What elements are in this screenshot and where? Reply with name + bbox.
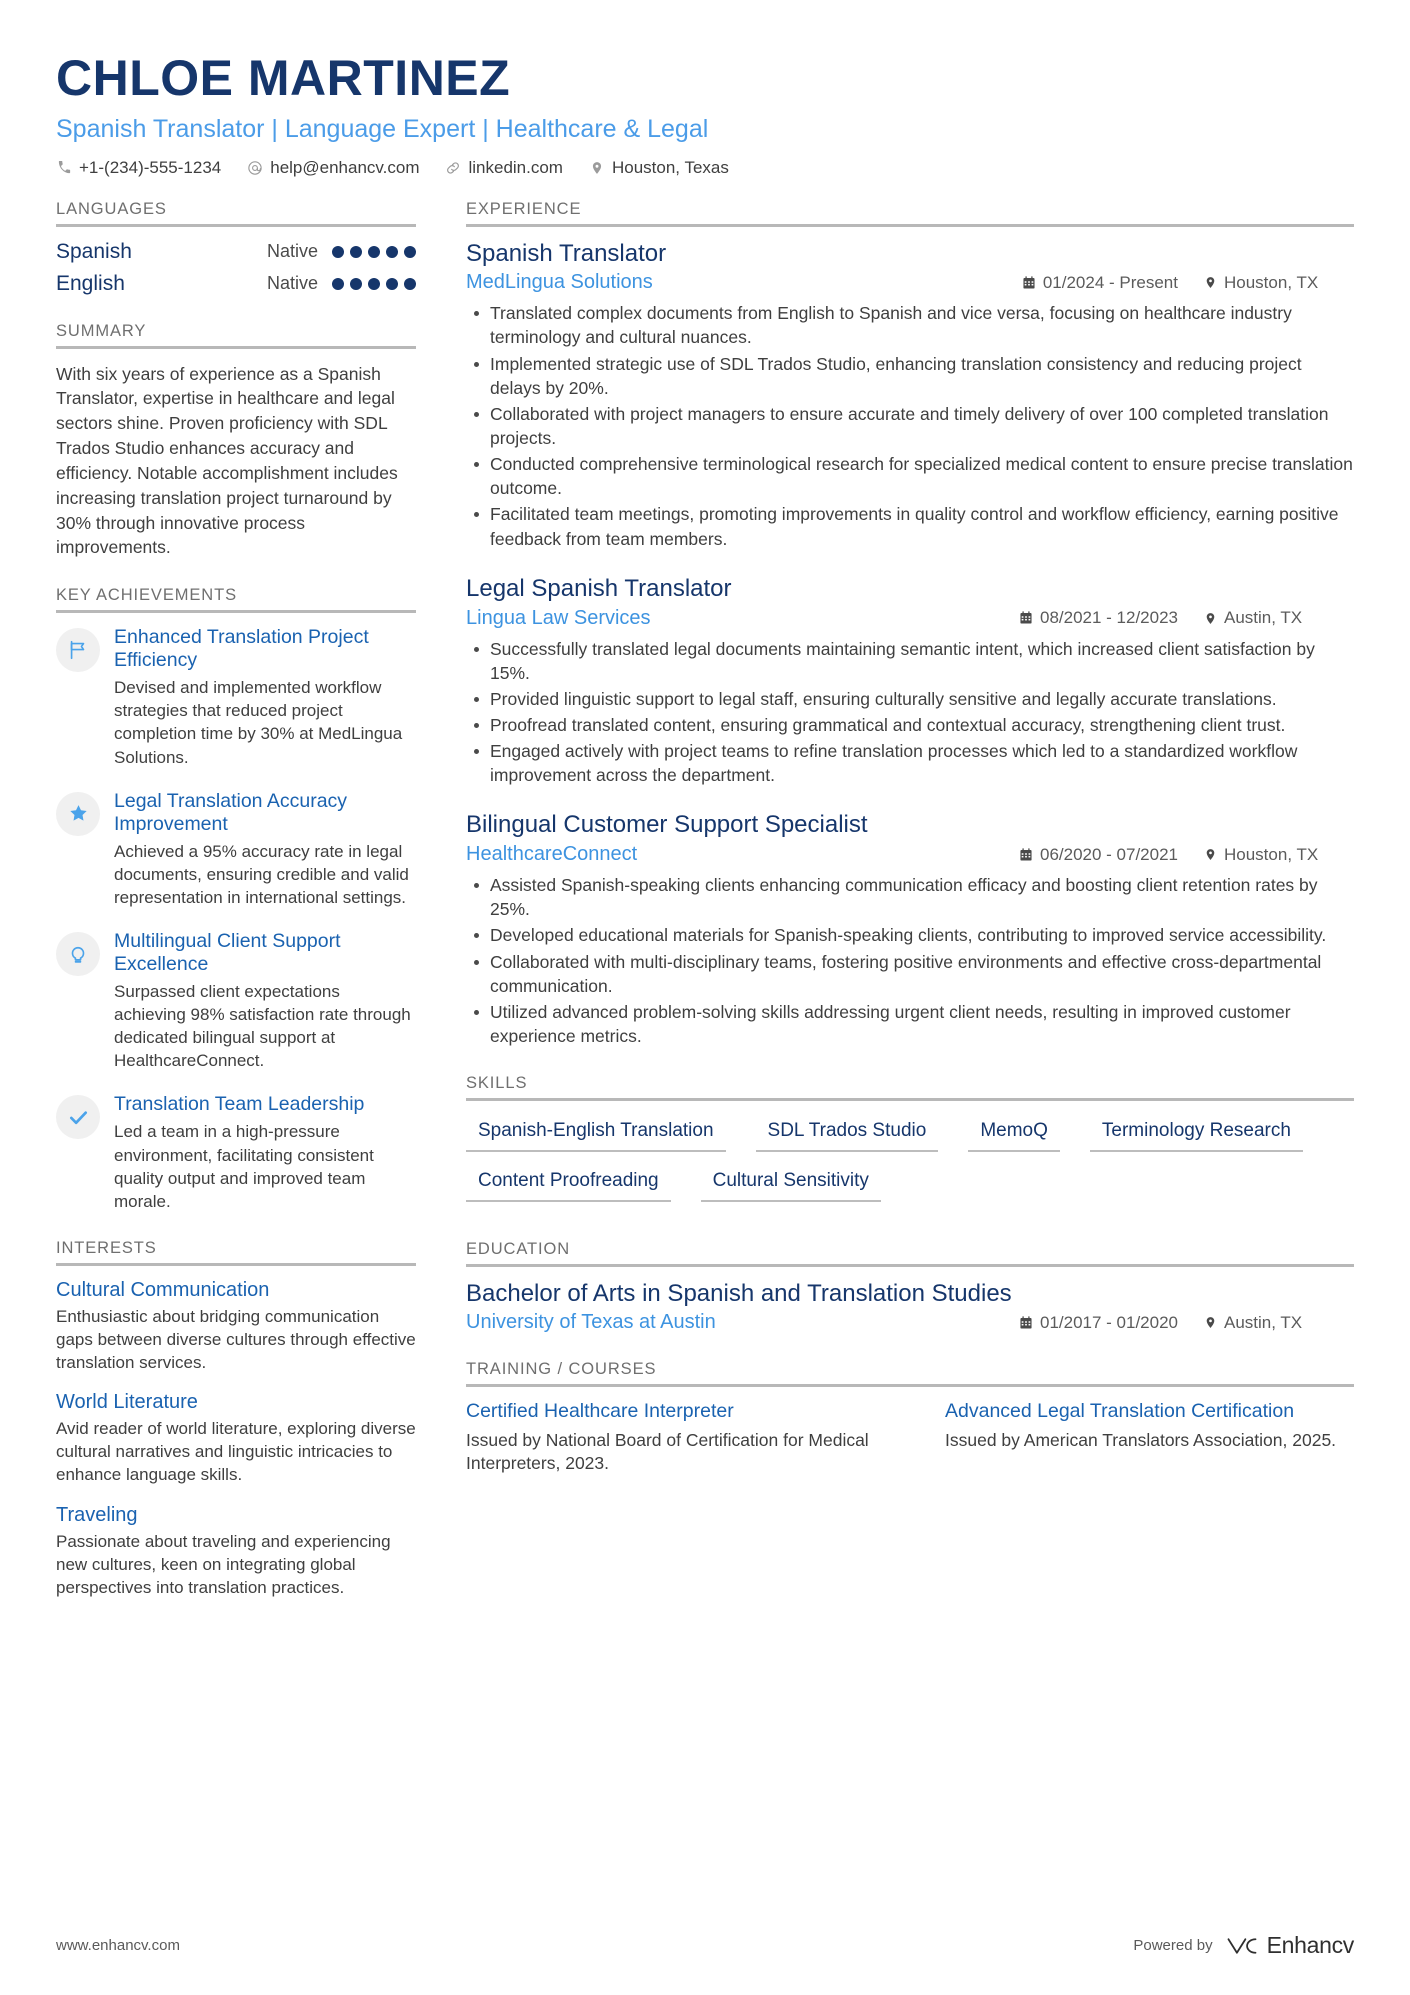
calendar-icon [1019, 848, 1033, 862]
job-bullets [466, 637, 1354, 788]
rating-dot [350, 246, 362, 258]
language-item [56, 240, 416, 264]
job-bullet: Successfully translated legal documents maintaining semantic intent, which increased client satisfaction by 15%. [466, 637, 1354, 685]
skills-list [466, 1114, 1354, 1214]
education-location [1204, 1313, 1354, 1333]
rating-dot [332, 278, 344, 290]
job-dates [1019, 845, 1178, 865]
education-meta [466, 1311, 1354, 1334]
section-title-interests: INTERESTS [56, 1239, 416, 1266]
section-title-training-courses: TRAINING / COURSES [466, 1360, 1354, 1387]
training-list [466, 1400, 1354, 1476]
resume-columns [56, 200, 1354, 1625]
section-title-skills: SKILLS [466, 1074, 1354, 1101]
interest-item [56, 1279, 416, 1374]
resume-header [56, 52, 1354, 178]
rating-dot [332, 246, 344, 258]
job-company[interactable]: HealthcareConnect [466, 843, 638, 866]
section-skills [466, 1074, 1354, 1214]
training-item [466, 1400, 875, 1476]
powered-by-label: Powered by [1133, 1937, 1213, 1954]
job-company[interactable]: MedLingua Solutions [466, 271, 653, 294]
contact-location [589, 158, 729, 178]
job-bullet: Assisted Spanish-speaking clients enhancing communication efficacy and boosting client retention rates by 25%. [466, 873, 1354, 921]
skill-tag: Spanish-English Translation [466, 1114, 726, 1152]
interest-item [56, 1504, 416, 1599]
footer-brand-group [1133, 1932, 1354, 1959]
contact-email-text: help@enhancv.com [270, 157, 420, 177]
contact-phone-text: +1-(234)-555-1234 [79, 157, 222, 177]
page-title: CHLOE MARTINEZ [56, 50, 511, 106]
location-pin-icon [1204, 847, 1217, 862]
interest-description: Avid reader of world literature, exploring diverse cultural narratives and linguistic intricacies to enhance language skills. [56, 1419, 416, 1485]
check-icon [56, 1095, 100, 1139]
interest-title: Cultural Communication [56, 1278, 270, 1301]
education-location-text: Austin, TX [1224, 1312, 1303, 1332]
footer-url[interactable]: www.enhancv.com [56, 1937, 180, 1954]
job-dates-text: 01/2024 - Present [1042, 272, 1178, 292]
experience-item [466, 575, 1354, 788]
education-school[interactable]: University of Texas at Austin [466, 1311, 716, 1334]
achievement-title: Translation Team Leadership [114, 1093, 365, 1116]
language-name: Spanish [56, 239, 132, 263]
professional-headline: Spanish Translator | Language Expert | Healthcare & Legal [56, 114, 709, 143]
summary-text: With six years of experience as a Spanish Translator, expertise in healthcare and legal sectors shine. Proven proficiency with SDL Trados Studio enhances accuracy and efficiency. Notable accomplishment includes increasing translation project turnaround by 30% through innovative process improvements. [56, 363, 398, 558]
section-summary [56, 322, 416, 561]
skill-tag: MemoQ [968, 1114, 1060, 1152]
achievement-description: Led a team in a high-pressure environment, facilitating consistent quality output and improved team morale. [114, 1122, 374, 1211]
interest-item [56, 1391, 416, 1486]
lightbulb-icon [56, 932, 100, 976]
job-bullet: Facilitated team meetings, promoting improvements in quality control and workflow efficiency, earning positive feedback from team members. [466, 502, 1354, 550]
job-bullets [466, 301, 1354, 550]
job-bullet: Proofread translated content, ensuring grammatical and contextual accuracy, strengthening client trust. [466, 713, 1354, 737]
job-bullet: Utilized advanced problem-solving skills addressing urgent client needs, resulting in improved customer experience metrics. [466, 1000, 1354, 1048]
education-item [466, 1280, 1354, 1334]
job-location-text: Austin, TX [1224, 608, 1303, 627]
language-rating-dots [332, 278, 416, 290]
enhancv-logo [1225, 1932, 1354, 1959]
job-location-text: Houston, TX [1224, 272, 1319, 292]
achievement-description: Surpassed client expectations achieving 98% satisfaction rate through dedicated bilingual support at HealthcareConnect. [114, 982, 411, 1071]
page-footer [56, 1932, 1354, 1959]
section-title-summary: SUMMARY [56, 322, 416, 349]
achievement-title: Enhanced Translation Project Efficiency [114, 626, 369, 672]
achievement-item [56, 1093, 416, 1212]
location-pin-icon [1204, 611, 1217, 626]
job-bullet: Developed educational materials for Spanish-speaking clients, contributing to improved service accessibility. [466, 923, 1354, 947]
contact-linkedin-text: linkedin.com [468, 157, 563, 177]
rating-dot [404, 246, 416, 258]
section-title-experience: EXPERIENCE [466, 200, 1354, 227]
job-dates-text: 08/2021 - 12/2023 [1039, 608, 1178, 627]
job-bullet: Translated complex documents from English to Spanish and vice versa, focusing on healthcare industry terminology and cultural nuances. [466, 301, 1354, 349]
job-dates [1022, 273, 1178, 293]
job-location [1204, 608, 1354, 628]
location-pin-icon [1204, 1315, 1217, 1330]
achievement-title: Legal Translation Accuracy Improvement [114, 789, 348, 835]
enhancv-mark-icon [1225, 1935, 1259, 1957]
job-location [1204, 273, 1354, 293]
calendar-icon [1019, 611, 1033, 625]
skill-tag: Content Proofreading [466, 1164, 671, 1202]
interest-title: World Literature [56, 1391, 198, 1414]
contact-phone[interactable] [56, 158, 221, 178]
language-rating-dots [332, 246, 416, 258]
interest-title: Traveling [56, 1503, 138, 1526]
job-dates-text: 06/2020 - 07/2021 [1039, 844, 1178, 864]
section-languages [56, 200, 416, 296]
rating-dot [350, 278, 362, 290]
language-name: English [56, 271, 125, 295]
experience-item [466, 240, 1354, 551]
section-training-courses [466, 1360, 1354, 1476]
achievement-item [56, 790, 416, 909]
skill-tag: Terminology Research [1090, 1114, 1303, 1152]
language-item [56, 272, 416, 296]
achievement-item [56, 930, 416, 1072]
job-company[interactable]: Lingua Law Services [466, 606, 651, 629]
phone-icon [56, 160, 72, 176]
skill-tag: SDL Trados Studio [756, 1114, 939, 1152]
sidebar-column [56, 200, 416, 1625]
achievement-item [56, 626, 416, 768]
interest-description: Enthusiastic about bridging communication gaps between diverse cultures through effective translation services. [56, 1306, 416, 1373]
training-title: Certified Healthcare Interpreter [466, 1400, 734, 1423]
job-bullet: Provided linguistic support to legal staff, ensuring culturally sensitive and legally accurate translations. [466, 687, 1354, 711]
job-bullet: Implemented strategic use of SDL Trados Studio, enhancing translation consistency and reducing project delays by 20%. [466, 352, 1354, 400]
section-experience [466, 200, 1354, 1049]
achievement-description: Devised and implemented workflow strategies that reduced project completion time by 30% at MedLingua Solutions. [114, 678, 403, 767]
job-meta [466, 271, 1354, 294]
training-title: Advanced Legal Translation Certification [945, 1400, 1295, 1423]
rating-dot [386, 246, 398, 258]
contact-email[interactable] [247, 158, 419, 178]
job-role: Spanish Translator [466, 239, 667, 267]
location-pin-icon [589, 160, 605, 176]
skill-tag: Cultural Sensitivity [701, 1164, 881, 1202]
contact-row [56, 158, 1354, 178]
achievement-description: Achieved a 95% accuracy rate in legal documents, ensuring credible and valid representation in international settings. [114, 841, 409, 907]
job-dates [1019, 608, 1178, 628]
section-education [466, 1240, 1354, 1334]
job-bullets [466, 873, 1354, 1048]
education-dates [1019, 1313, 1178, 1333]
job-bullet: Collaborated with project managers to ensure accurate and timely delivery of over 100 completed translation projects. [466, 402, 1354, 450]
education-degree: Bachelor of Arts in Spanish and Translation Studies [466, 1280, 1012, 1308]
enhancv-wordmark: Enhancv [1266, 1932, 1354, 1958]
calendar-icon [1019, 1316, 1033, 1330]
job-meta [466, 607, 1354, 630]
contact-location-text: Houston, Texas [611, 157, 729, 177]
job-role: Bilingual Customer Support Specialist [466, 811, 868, 839]
education-dates-text: 01/2017 - 01/2020 [1039, 1312, 1178, 1332]
achievement-title: Multilingual Client Support Excellence [114, 930, 341, 976]
rating-dot [404, 278, 416, 290]
section-interests [56, 1239, 416, 1599]
rating-dot [368, 246, 380, 258]
job-bullet: Engaged actively with project teams to refine translation processes which led to a standardized workflow improvement across the department. [466, 739, 1354, 787]
section-title-languages: LANGUAGES [56, 200, 416, 227]
calendar-icon [1022, 276, 1036, 290]
job-location [1204, 845, 1354, 865]
job-meta [466, 843, 1354, 866]
job-location-text: Houston, TX [1224, 844, 1319, 864]
interest-description: Passionate about traveling and experiencing new cultures, keen on integrating global perspectives into translation practices. [56, 1531, 391, 1597]
link-icon [445, 160, 461, 176]
location-pin-icon [1204, 275, 1217, 290]
job-bullet: Conducted comprehensive terminological research for specialized medical content to ensure precise translation outcome. [466, 452, 1354, 500]
main-column [466, 200, 1354, 1503]
rating-dot [368, 278, 380, 290]
star-icon [56, 792, 100, 836]
job-role: Legal Spanish Translator [466, 574, 732, 602]
training-description: Issued by American Translators Association, 2025. [945, 1429, 1337, 1450]
contact-linkedin[interactable] [445, 158, 563, 178]
training-description: Issued by National Board of Certification for Medical Interpreters, 2023. [466, 1429, 869, 1474]
language-level: Native [266, 241, 318, 261]
section-title-key-achievements: KEY ACHIEVEMENTS [56, 586, 416, 613]
flag-icon [56, 628, 100, 672]
section-key-achievements [56, 586, 416, 1213]
language-level: Native [266, 273, 318, 293]
section-title-education: EDUCATION [466, 1240, 1354, 1267]
job-bullet: Collaborated with multi-disciplinary teams, fostering positive environments and effective cross-departmental communication. [466, 950, 1354, 998]
email-icon [247, 160, 263, 176]
experience-item [466, 811, 1354, 1048]
training-item [945, 1400, 1354, 1476]
rating-dot [386, 278, 398, 290]
